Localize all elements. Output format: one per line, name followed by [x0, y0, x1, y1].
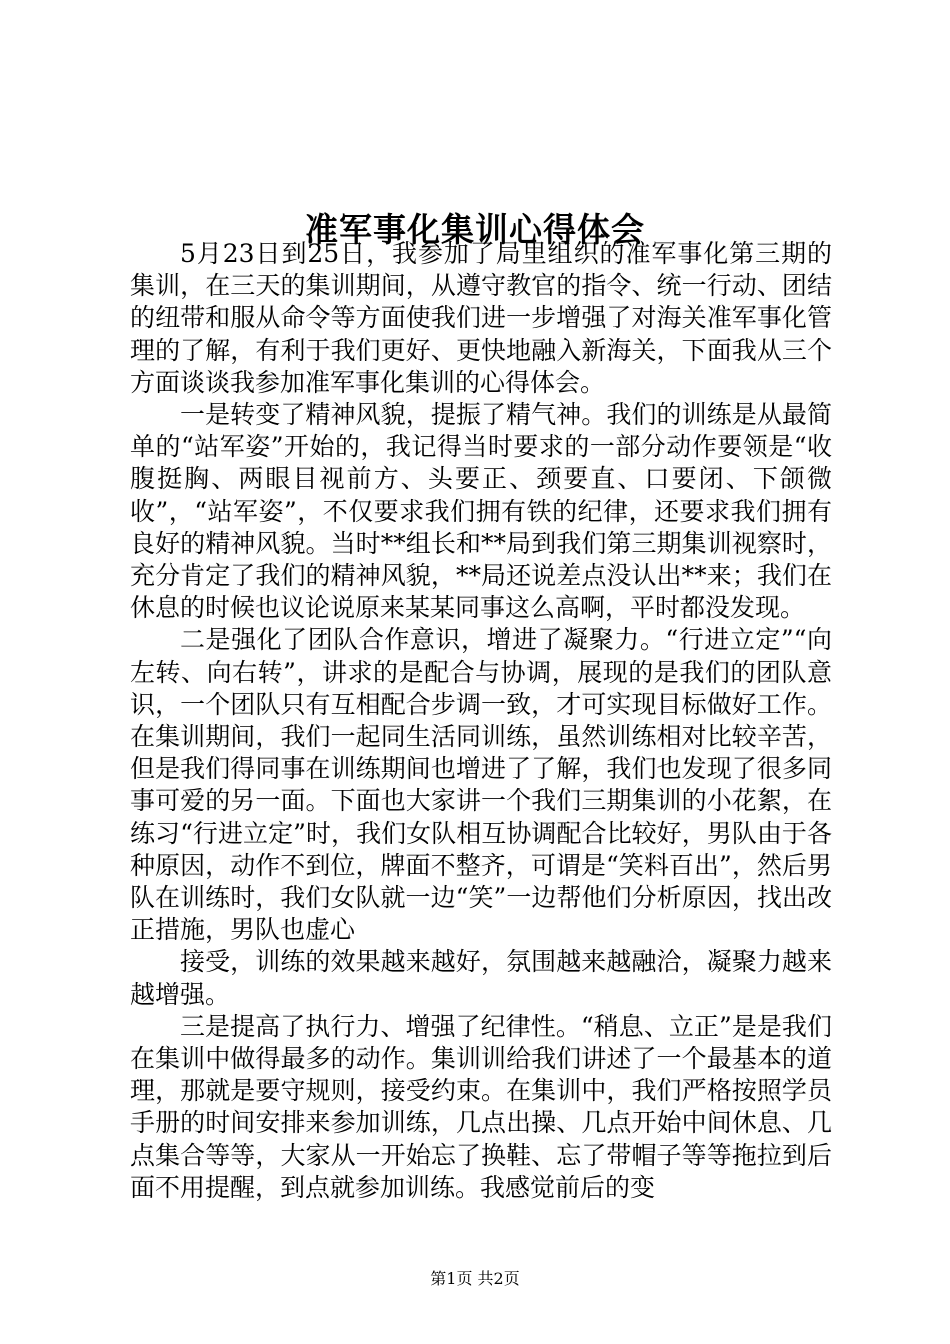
paragraph-point-three: 三是提高了执行力、增强了纪律性。“稍息、立正”是是我们在集训中做得最多的动作。集训训给我们讲述了一个最基本的道理，那就是要守规则，接受约束。在集训中，我们严格按照学员手册的时间安排来参加训练，几点出操、几点开始中间休息、几点集合等等，大家从一开始忘了换鞋、忘了带帽子等等拖拉到后面不用提醒，到点就参加训练。我感觉前后的变: [130, 1011, 832, 1202]
document-body: [130, 238, 832, 1204]
document-title: 准军事化集训心得体会: [305, 210, 645, 250]
paragraph-point-two-continued: 接受，训练的效果越来越好，氛围越来越融洽，凝聚力越来越增强。: [130, 947, 832, 1009]
paragraph-point-two: 二是强化了团队合作意识，增进了凝聚力。“行进立定”“向左转、向右转”，讲求的是配合与协调，展现的是我们的团队意识，一个团队只有互相配合步调一致，才可实现目标做好工作。在集训期间，我们一起同生活同训练，虽然训练相对比较辛苦，但是我们得同事在训练期间也增进了了解，我们也发现了很多同事可爱的另一面。下面也大家讲一个我们三期集训的小花絮，在练习“行进立定”时，我们女队相互协调配合比较好，男队由于各种原因，动作不到位，牌面不整齐，可谓是“笑料百出”，然后男队在训练时，我们女队就一边“笑”一边帮他们分析原因，找出改正措施，男队也虚心: [130, 625, 832, 945]
paragraph-intro: 5月23日到25日，我参加了局里组织的准军事化第三期的集训，在三天的集训期间，从遵守教官的指令、统一行动、团结的纽带和服从命令等方面使我们进一步增强了对海关准军事化管理的了解，有利于我们更好、更快地融入新海关，下面我从三个方面谈谈我参加准军事化集训的心得体会。: [130, 239, 832, 397]
paragraph-point-one: 一是转变了精神风貌，提振了精气神。我们的训练是从最简单的“站军姿”开始的，我记得当时要求的一部分动作要领是“收腹挺胸、两眼目视前方、头要正、颈要直、口要闭、下颌微收”，“站军姿”，不仅要求我们拥有铁的纪律，还要求我们拥有良好的精神风貌。当时**组长和**局到我们第三期集训视察时，充分肯定了我们的精神风貌，**局还说差点没认出**来；我们在休息的时候也议论说原来某某同事这么高啊，平时都没发现。: [130, 400, 832, 623]
page-footer: 第1页 共2页: [430, 1269, 520, 1288]
